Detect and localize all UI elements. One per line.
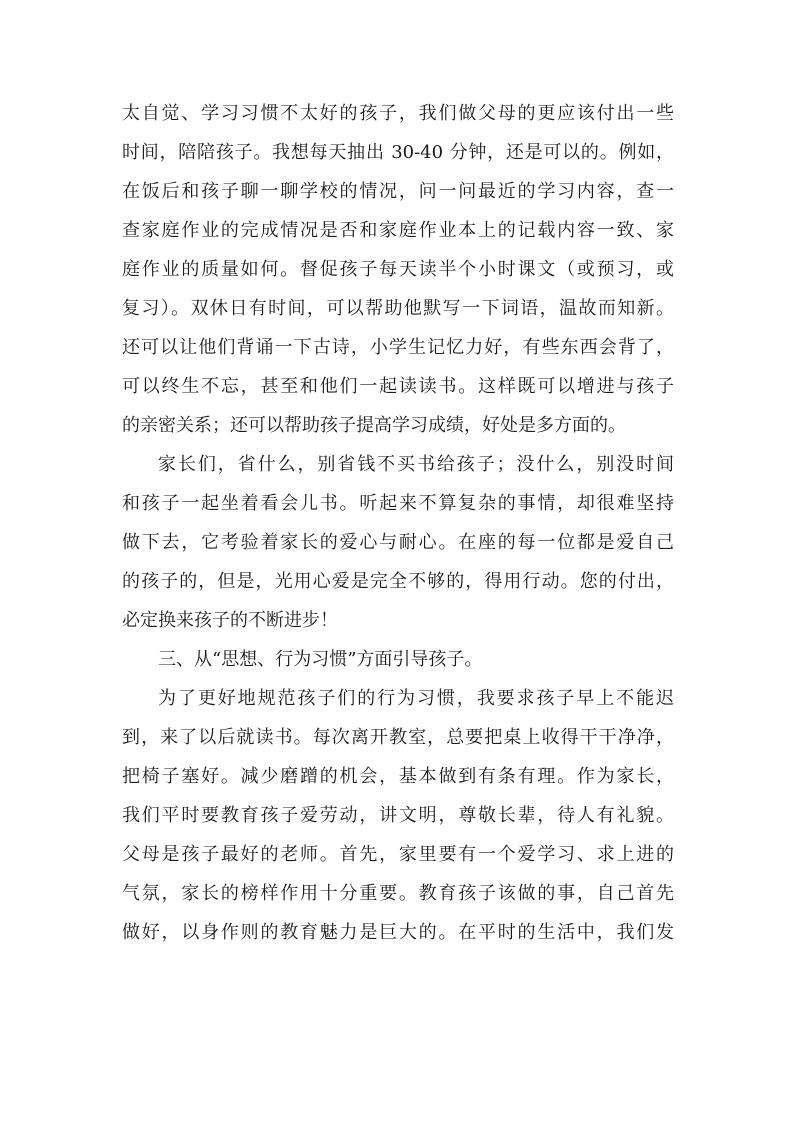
- text-line: 复习）。双休日有时间，可以帮助他默写一下词语，温故而知新。: [122, 298, 674, 319]
- text-line: 父母是孩子最好的老师。首先，家里要有一个爱学习、求上进的: [122, 844, 674, 865]
- text-line: 太自觉、学习习惯不太好的孩子，我们做父母的更应该付出一些: [122, 103, 674, 124]
- text-line: 在饭后和孩子聊一聊学校的情况，问一问最近的学习内容，查一: [122, 181, 674, 202]
- text-line: 必定换来孩子的不断进步！: [122, 610, 338, 631]
- text-line: 的亲密关系；还可以帮助孩子提高学习成绩，好处是多方面的。: [122, 415, 626, 436]
- text-line: 做好，以身作则的教育魅力是巨大的。在平时的生活中，我们发: [122, 922, 674, 943]
- text-line: 到，来了以后就读书。每次离开教室，总要把桌上收得干干净净，: [122, 727, 674, 748]
- section-heading: 三、从“思想、行为习惯”方面引导孩子。: [158, 649, 483, 670]
- text-line: 还可以让他们背诵一下古诗，小学生记忆力好，有些东西会背了，: [122, 337, 674, 358]
- paragraph-first-line: 家长们，省什么，别省钱不买书给孩子；没什么，别没时间: [158, 454, 674, 475]
- text-line: 庭作业的质量如何。督促孩子每天读半个小时课文（或预习，或: [122, 259, 674, 280]
- text-line: 我们平时要教育孩子爱劳动，讲文明，尊敬长辈，待人有礼貌。: [122, 805, 674, 826]
- text-line: 查家庭作业的完成情况是否和家庭作业本上的记载内容一致、家: [122, 220, 674, 241]
- text-line: 的孩子的，但是，光用心爱是完全不够的，得用行动。您的付出，: [122, 571, 674, 592]
- text-line: 和孩子一起坐着看会儿书。听起来不算复杂的事情，却很难坚持: [122, 493, 674, 514]
- text-line: 把椅子塞好。减少磨蹭的机会，基本做到有条有理。作为家长，: [122, 766, 674, 787]
- body-text: [122, 94, 674, 952]
- text-line: 气氛，家长的榜样作用十分重要。教育孩子该做的事，自己首先: [122, 883, 674, 904]
- text-line: 时间，陪陪孩子。我想每天抽出 30-40 分钟，还是可以的。例如，: [122, 142, 674, 163]
- text-line: 可以终生不忘，甚至和他们一起读读书。这样既可以增进与孩子: [122, 376, 674, 397]
- paragraph-first-line: 为了更好地规范孩子们的行为习惯，我要求孩子早上不能迟: [158, 688, 674, 709]
- text-line: 做下去，它考验着家长的爱心与耐心。在座的每一位都是爱自己: [122, 532, 674, 553]
